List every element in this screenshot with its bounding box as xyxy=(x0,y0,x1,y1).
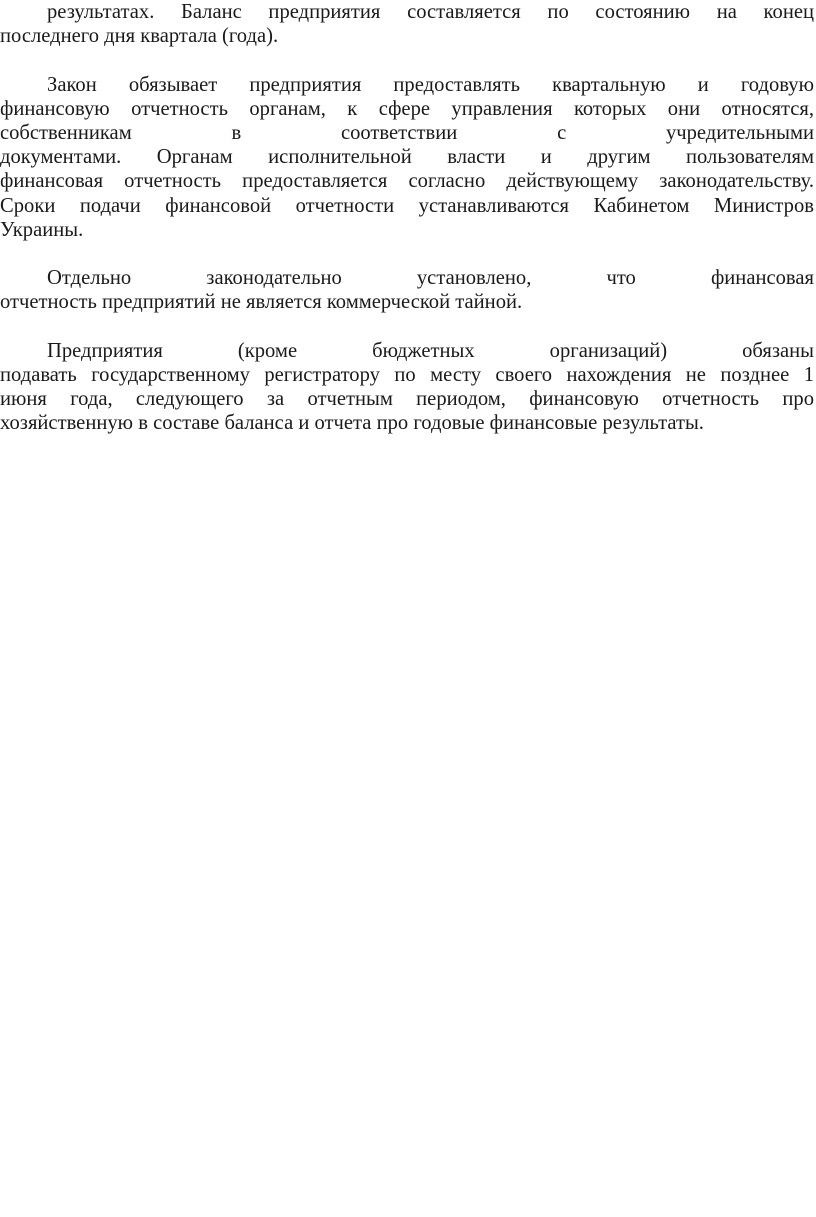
paragraph-line: собственникам в соответствии с учредительными xyxy=(0,121,814,144)
paragraph-line: хозяйственную в составе баланса и отчета про годовые финансовые результаты. xyxy=(0,412,704,435)
paragraph-line: Закон обязывает предприятия предоставлять квартальную и годовую xyxy=(47,73,814,96)
paragraph-not-trade-secret xyxy=(0,266,814,314)
paragraph-line: финансовая отчетность предоставляется согласно действующему законодательству. xyxy=(0,170,814,193)
paragraph-reporting-obligation xyxy=(0,73,814,242)
paragraph-line: последнего дня квартала (года). xyxy=(0,25,279,48)
paragraph-gap xyxy=(0,242,814,266)
paragraph-line: результатах. Баланс предприятия составляется по состоянию на конец xyxy=(47,1,814,23)
paragraph-balance-date xyxy=(0,0,814,48)
paragraph-line: финансовую отчетность органам, к сфере управления которых они относятся, xyxy=(0,97,814,120)
paragraph-submission-deadline xyxy=(0,339,814,436)
paragraph-line: отчетность предприятий не является коммерческой тайной. xyxy=(0,291,523,314)
paragraph-line: июня года, следующего за отчетным периодом, финансовую отчетность про xyxy=(0,388,814,410)
document-body xyxy=(0,0,814,435)
paragraph-line: документами. Органам исполнительной власти и другим пользователям xyxy=(0,146,814,169)
paragraph-line: Сроки подачи финансовой отчетности устанавливаются Кабинетом Министров xyxy=(0,194,814,217)
paragraph-gap xyxy=(0,48,814,72)
paragraph-line: Отдельно законодательно установлено, что финансовая xyxy=(47,267,814,290)
paragraph-gap xyxy=(0,314,814,338)
paragraph-line: Предприятия (кроме бюджетных организаций) обязаны xyxy=(47,339,814,362)
paragraph-line: подавать государственному регистратору по месту своего нахождения не позднее 1 xyxy=(0,363,814,386)
paragraph-line: Украины. xyxy=(0,218,84,241)
